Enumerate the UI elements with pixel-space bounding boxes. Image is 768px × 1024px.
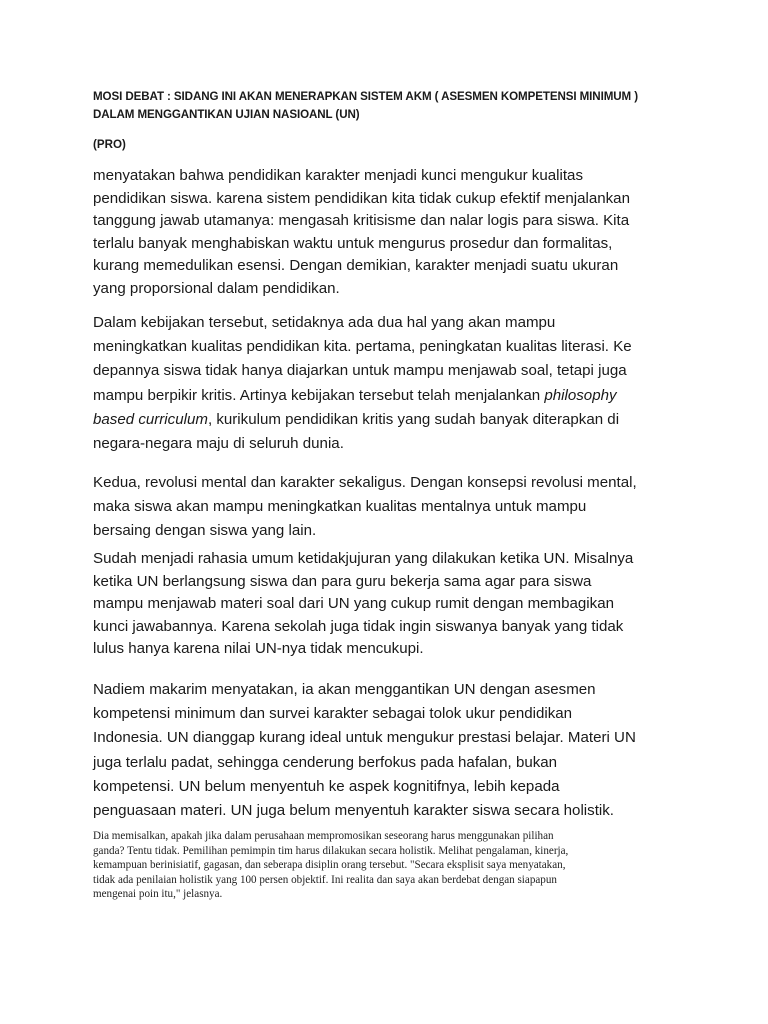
paragraph-6-quote: Dia memisalkan, apakah jika dalam perusahaan mempromosikan seseorang harus menggunakan pilihan ganda? Tentu tidak. Pemilihan pemimpin tim harus dilakukan secara holistik. Melihat pengalaman, kinerja, kemampuan berinisiatif, gagasan, dan seberapa disiplin orang tersebut. "Secara eksplisit saya menyatakan, tidak ada penilaian holistik yang 100 persen objektif. Ini realita dan saya akan berdebat dengan siapapun mengenai poin itu," jelasnya. <box>93 830 569 901</box>
motion-title <box>93 88 683 124</box>
motion-title-line2: DALAM MENGGANTIKAN UJIAN NASIOANL (UN) <box>93 108 360 121</box>
paragraph-3: Kedua, revolusi mental dan karakter sekaligus. Dengan konsepsi revolusi mental, maka siswa akan mampu meningkatkan kualitas mentalnya untuk mampu bersaing dengan siswa yang lain. <box>93 474 637 540</box>
paragraph-2-text-a: Dalam kebijakan tersebut, setidaknya ada dua hal yang akan mampu meningkatkan kualitas pendidikan kita. pertama, peningkatan kualitas literasi. Ke depannya siswa tidak hanya diajarkan untuk mampu menjawab soal, tetapi juga mampu berpikir kritis. Artinya kebijakan tersebut telah menjalankan <box>93 314 632 404</box>
motion-title-line1: MOSI DEBAT : SIDANG INI AKAN MENERAPKAN SISTEM AKM ( ASESMEN KOMPETENSI MINIMUM ) <box>93 90 638 103</box>
paragraph-2-italic-term-a: philosophy <box>544 386 617 404</box>
side-label: (PRO) <box>93 138 126 151</box>
paragraph-1: menyatakan bahwa pendidikan karakter menjadi kunci mengukur kualitas pendidikan siswa. karena sistem pendidikan kita tidak cukup efektif menjalankan tanggung jawab utamanya: mengasah kritisisme dan nalar logis para siswa. Kita terlalu banyak menghabiskan waktu untuk mengurus prosedur dan formalitas, kurang memedulikan esensi. Dengan demikian, karakter menjadi suatu ukuran yang proporsional dalam pendidikan. <box>93 167 630 297</box>
paragraph-5: Nadiem makarim menyatakan, ia akan menggantikan UN dengan asesmen kompetensi minimum dan survei karakter sebagai tolok ukur pendidikan Indonesia. UN dianggap kurang ideal untuk mengukur prestasi belajar. Materi UN juga terlalu padat, sehingga cenderung berfokus pada hafalan, bukan kompetensi. UN belum menyentuh ke aspek kognitifnya, lebih kepada penguasaan materi. UN juga belum menyentuh karakter siswa secara holistik. <box>93 681 636 820</box>
paragraph-2-italic-term-b: based curriculum <box>93 410 208 428</box>
paragraph-4: Sudah menjadi rahasia umum ketidakjujuran yang dilakukan ketika UN. Misalnya ketika UN berlangsung siswa dan para guru bekerja sama agar para siswa mampu menjawab materi soal dari UN yang cukup rumit dengan membagikan kunci jawabannya. Karena sekolah juga tidak ingin siswanya banyak yang tidak lulus hanya karena nilai UN-nya tidak mencukupi. <box>93 550 634 658</box>
paragraph-2 <box>93 311 683 456</box>
paragraph-2-text-b: , kurikulum pendidikan kritis yang sudah banyak diterapkan di negara-negara maju di seluruh dunia. <box>93 410 620 453</box>
